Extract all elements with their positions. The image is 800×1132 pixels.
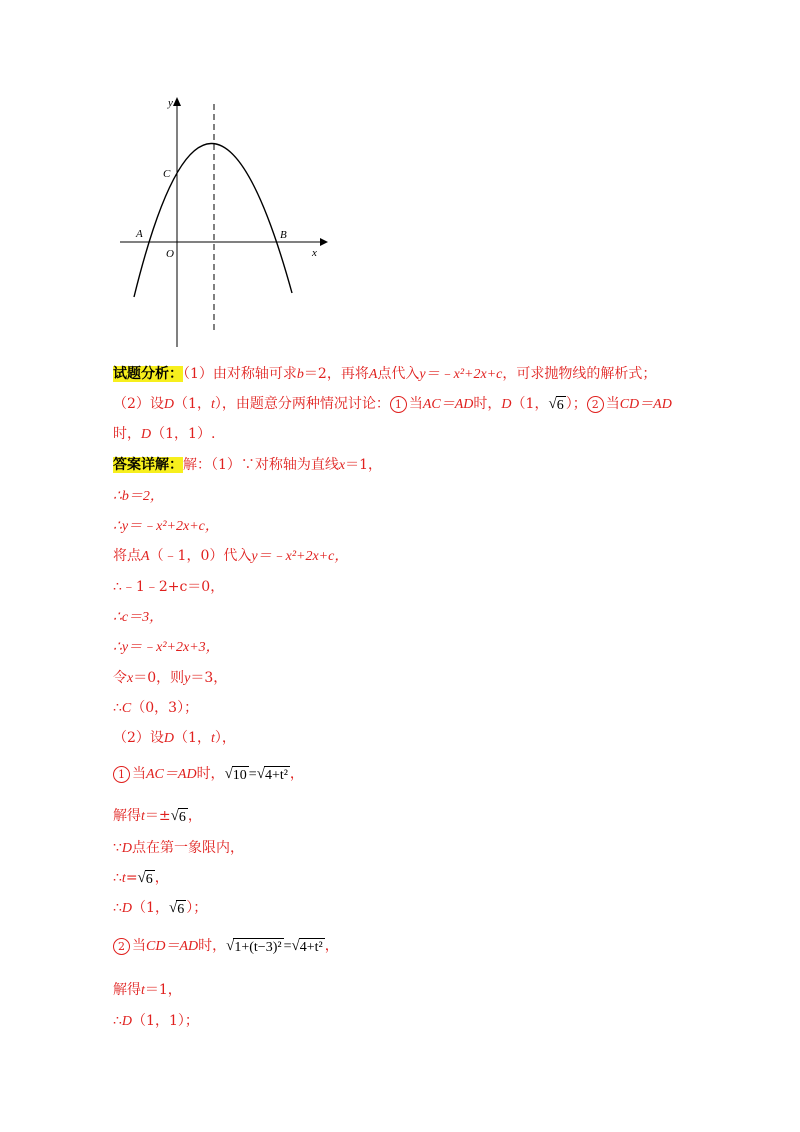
text: 解得 (113, 982, 141, 998)
sqrt-content: 6 (177, 902, 185, 917)
text: 将点 (113, 548, 141, 564)
text: ， (187, 808, 202, 824)
sqrt-expression: √ 4+t² (256, 766, 288, 783)
text: ∴ (113, 870, 122, 886)
text: ∴﹣1﹣2+c＝0， (113, 579, 225, 595)
y-axis-label: y (168, 97, 173, 109)
text: （1， (511, 396, 549, 412)
var-D: D (141, 427, 152, 442)
answer-line-13 (113, 838, 244, 859)
sqrt-content: 10 (232, 768, 247, 783)
answer-line-16 (113, 936, 339, 957)
text: （2）设 (113, 396, 164, 412)
var-C: C (121, 701, 132, 716)
text: 当 (132, 938, 146, 954)
text: ∴b＝2， (113, 489, 164, 504)
text: 时， (196, 766, 225, 782)
var-D: D (163, 731, 175, 746)
answer-line-1 (113, 455, 382, 476)
var-D: D (121, 1014, 133, 1029)
text: ， (324, 938, 339, 954)
point-b-label: B (280, 229, 287, 241)
text: 当 (605, 396, 620, 412)
text: （1，1）； (132, 1013, 199, 1029)
text: ∴ (113, 900, 122, 916)
text: （1）由对称轴可求 (183, 366, 297, 382)
answer-line-15 (113, 898, 207, 919)
origin-label: O (166, 248, 174, 260)
case-one-marker: 1 (390, 396, 407, 413)
var-t: t (121, 871, 126, 886)
var-t: t (210, 731, 215, 746)
text: ＝1， (345, 457, 383, 473)
equation: y＝﹣x²+2x+c (419, 367, 503, 382)
parabola-graph (120, 92, 340, 354)
text: ＝3， (190, 670, 228, 686)
answer-line-10 (113, 728, 236, 749)
answer-tag: 答案详解： (113, 457, 183, 473)
var-A: A (368, 367, 378, 382)
text: 时， (113, 426, 141, 442)
condition: CD＝AD (619, 397, 672, 412)
sqrt-content: 4+t² (299, 940, 323, 955)
sqrt-expression: √ 6 (168, 900, 185, 917)
text: ∴c＝3， (113, 610, 164, 625)
text: 点在第一象限内， (132, 840, 245, 856)
text: ）， (214, 730, 236, 746)
var-x: x (127, 671, 134, 686)
var-D: D (163, 397, 175, 412)
analysis-line-1 (113, 364, 656, 385)
var-A: A (141, 549, 150, 564)
var-b: b (296, 367, 304, 382)
text: ， (289, 766, 304, 782)
sqrt-content: 1+(t−3)² (234, 940, 282, 955)
sqrt-expression: √ 4+t² (291, 938, 323, 955)
sqrt-expression: √ 6 (548, 396, 564, 413)
text: = (125, 870, 138, 886)
text: （2）设 (113, 730, 164, 746)
text: ）； (186, 900, 208, 916)
text: ），由题意分两种情况讨论： (214, 396, 390, 412)
text: ∵ (113, 840, 122, 856)
sqrt-content: 6 (556, 398, 564, 413)
sqrt-expression: √ 1+(t−3)² (226, 938, 282, 955)
point-a-label: A (136, 228, 143, 240)
text: ＝0，则 (133, 670, 185, 686)
text: 解得 (113, 808, 141, 824)
answer-line-3 (113, 516, 219, 537)
text: ∴ (113, 700, 122, 716)
text: 解：（1）∵对称轴为直线 (183, 457, 339, 473)
case-one-marker: 1 (113, 766, 130, 783)
text: 令 (113, 670, 127, 686)
var-D: D (501, 397, 512, 412)
text: ＝2，再将 (303, 366, 369, 382)
parabola-curve (134, 143, 292, 297)
text: ＝1， (144, 982, 182, 998)
text: 当 (132, 766, 146, 782)
answer-line-17 (113, 980, 182, 1001)
analysis-line-2 (113, 394, 672, 415)
sqrt-expression: √ 10 (224, 766, 247, 783)
answer-line-8 (113, 668, 227, 689)
text: ∴y＝﹣x²+2x+c， (113, 519, 219, 534)
var-y: y (184, 671, 191, 686)
sqrt-expression: √ 6 (170, 808, 186, 825)
var-D: D (121, 841, 133, 856)
y-axis-arrow (173, 97, 181, 106)
text: 点代入 (377, 366, 420, 382)
condition: CD＝AD (146, 939, 199, 954)
text: 当 (408, 396, 423, 412)
answer-line-18 (113, 1011, 199, 1032)
case-two-marker: 2 (587, 396, 604, 413)
text: ∴ (113, 1013, 122, 1029)
case-two-marker: 2 (113, 938, 130, 955)
text: ）； (565, 396, 587, 412)
text: （1， (174, 396, 211, 412)
text: 时， (198, 938, 227, 954)
equals-sign: = (248, 767, 257, 782)
text: （﹣1，0）代入 (149, 548, 252, 564)
var-D: D (121, 901, 133, 916)
var-t: t (141, 983, 145, 998)
x-axis-arrow (320, 238, 328, 246)
condition: AC＝AD (422, 397, 474, 412)
sqrt-expression: √ 6 (137, 870, 153, 887)
answer-line-7 (113, 637, 220, 658)
answer-line-5 (113, 577, 224, 597)
condition: AC＝AD (146, 767, 197, 782)
equation: y＝﹣x²+2x+c， (251, 549, 349, 564)
answer-line-12 (113, 806, 202, 827)
text: 时， (473, 396, 502, 412)
text: ∴y＝﹣x²+2x+3， (113, 640, 220, 655)
answer-line-4 (113, 546, 348, 567)
answer-line-14 (113, 868, 169, 889)
answer-line-11 (113, 764, 304, 785)
var-t: t (210, 397, 215, 412)
text: ，可求抛物线的解析式； (502, 366, 657, 382)
analysis-tag: 试题分析： (113, 366, 183, 382)
equals-sign: = (283, 939, 292, 954)
answer-line-6 (113, 607, 163, 628)
text: （1， (174, 730, 211, 746)
parabola-figure (120, 92, 340, 354)
text: （1，1）. (151, 426, 216, 442)
x-axis-label: x (312, 247, 317, 259)
var-x: x (338, 458, 346, 473)
text: （1， (132, 900, 169, 916)
text: ， (154, 870, 169, 886)
text: ＝± (144, 808, 171, 824)
var-t: t (141, 809, 145, 824)
text: （0，3）； (131, 700, 199, 716)
analysis-line-3 (113, 424, 215, 445)
point-c-label: C (163, 168, 171, 180)
sqrt-content: 6 (178, 810, 186, 825)
sqrt-content: 4+t² (264, 768, 288, 783)
answer-line-2 (113, 486, 164, 507)
answer-line-9 (113, 698, 198, 719)
sqrt-content: 6 (145, 872, 153, 887)
